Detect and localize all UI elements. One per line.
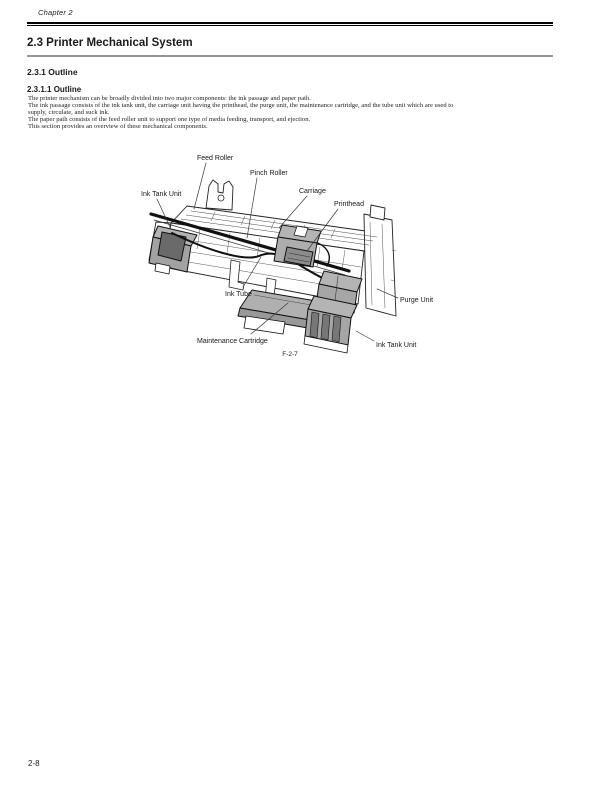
label-printhead: Printhead — [334, 201, 364, 208]
body-line: The paper path consists of the feed roller unit to support one type of media feeding, transport, and ejection. — [28, 116, 311, 124]
carriage-part — [274, 225, 321, 267]
figure-caption: F-2-7 — [282, 351, 298, 358]
body-line: This section provides an overview of these mechanical components. — [28, 123, 208, 131]
header-double-rule-thin — [27, 25, 553, 26]
label-feed-roller: Feed Roller — [197, 155, 234, 162]
section-heading: 2.3 Printer Mechanical System — [27, 37, 193, 49]
body-paragraphs — [28, 95, 558, 130]
label-ink-tank-unit-right: Ink Tank Unit — [376, 342, 417, 349]
label-ink-tank-unit-left: Ink Tank Unit — [141, 191, 182, 198]
printer-mechanism-figure — [128, 145, 463, 365]
feed-roller-bracket — [206, 180, 233, 210]
label-maintenance-cartridge: Maintenance Cartridge — [197, 338, 268, 345]
label-ink-tube: Ink Tube — [225, 291, 252, 298]
header-double-rule — [27, 22, 553, 26]
page-number: 2-8 — [28, 759, 40, 768]
body-line: The printer mechanism can be broadly divided into two major components: the ink passage and paper path. — [28, 95, 311, 102]
subsubsection-heading: 2.3.1.1 Outline — [27, 85, 82, 94]
body-line: The ink passage consists of the ink tank unit, the carriage unit having the printhead, the purge unit, the maintenance cartridge, and the tube unit which are used to — [28, 102, 454, 110]
subsection-heading: 2.3.1 Outline — [27, 67, 78, 77]
ink-tank-unit-right-part — [304, 296, 357, 353]
label-purge-unit: Purge Unit — [400, 297, 434, 304]
body-line: supply, circulate, and suck ink. — [28, 109, 110, 117]
running-header-chapter: Chapter 2 — [38, 8, 73, 17]
label-carriage: Carriage — [299, 188, 326, 195]
label-pinch-roller: Pinch Roller — [250, 170, 288, 177]
section-heading-rule — [27, 55, 553, 57]
